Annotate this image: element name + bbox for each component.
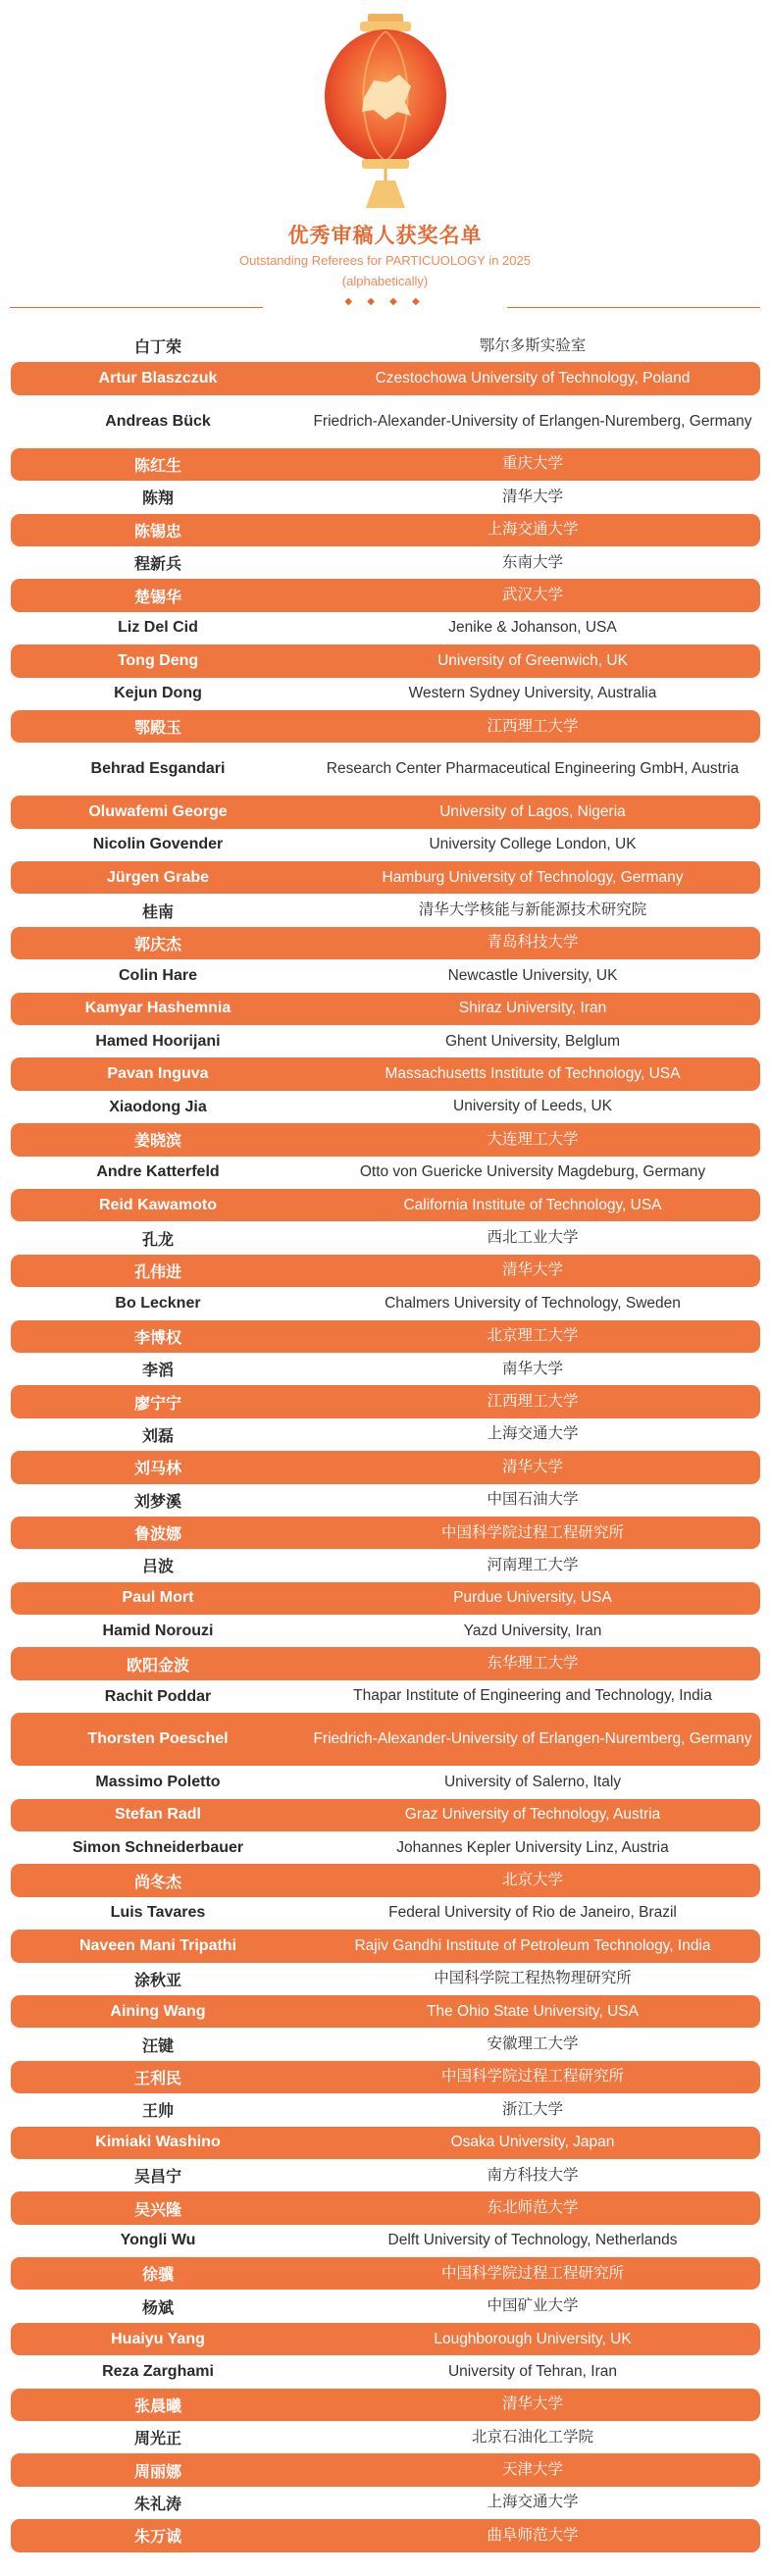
referee-affiliation: University of Tehran, Iran — [447, 2362, 617, 2380]
list-item — [11, 1484, 760, 1517]
referee-name: 李滔 — [141, 1363, 174, 1380]
list-item — [11, 894, 760, 926]
referee-affiliation: 浙江大学 — [501, 2100, 563, 2118]
list-item — [11, 1864, 760, 1896]
referee-affiliation: Hamburg University of Technology, Germany — [382, 868, 684, 886]
list-item — [11, 1831, 760, 1864]
list-item — [11, 1189, 760, 1221]
referee-affiliation: Thapar Institute of Engineering and Technology, India — [353, 1687, 712, 1705]
list-item — [11, 927, 760, 959]
list-item — [11, 678, 760, 710]
list-item — [11, 1680, 760, 1713]
referee-name: 刘磊 — [141, 1427, 174, 1445]
divider-left — [10, 307, 263, 308]
list-item — [11, 2093, 760, 2126]
referee-name: 刘马林 — [133, 1461, 181, 1478]
referee-name: Stefan Radl — [114, 1806, 201, 1824]
referee-affiliation: 东华理工大学 — [487, 1655, 579, 1673]
referee-name: 周丽娜 — [133, 2463, 181, 2481]
referee-affiliation: Osaka University, Japan — [450, 2134, 615, 2151]
list-item — [11, 1451, 760, 1483]
referee-name: 李博权 — [133, 1329, 181, 1347]
referee-name: Yongli Wu — [120, 2232, 196, 2249]
referee-affiliation: Ghent University, Belglum — [444, 1032, 621, 1050]
referee-affiliation: 中国科学院工程热物理研究所 — [434, 1970, 632, 1987]
list-item — [11, 330, 760, 362]
referee-name: Behrad Esgandari — [90, 760, 226, 778]
lantern-icon — [317, 14, 454, 210]
list-item — [11, 2487, 760, 2519]
referee-affiliation: Graz University of Technology, Austria — [404, 1806, 661, 1824]
referee-affiliation: California Institute of Technology, USA — [403, 1196, 662, 1213]
referee-affiliation: 南方科技大学 — [487, 2166, 579, 2184]
referee-affiliation: 清华大学 — [501, 1262, 563, 1279]
referee-name: 刘梦溪 — [133, 1493, 181, 1511]
referee-affiliation: 东北师范大学 — [487, 2198, 579, 2216]
referee-affiliation: Chalmers University of Technology, Sweden — [385, 1294, 681, 1312]
referee-affiliation: Friedrich-Alexander-University of Erlangen-Nuremberg, Germany — [313, 412, 752, 430]
referee-affiliation: 北京大学 — [501, 1872, 563, 1889]
list-item — [11, 1025, 760, 1057]
page-subtitle: Outstanding Referees for PARTICUOLOGY in 2025 — [239, 253, 531, 268]
referee-name: Huaiyu Yang — [111, 2330, 205, 2347]
list-item — [11, 644, 760, 677]
referee-name: 陈红生 — [133, 457, 181, 475]
list-item — [11, 796, 760, 828]
referee-affiliation: Otto von Guericke University Magdeburg, Germany — [359, 1163, 706, 1181]
list-item — [11, 1549, 760, 1581]
referee-affiliation: Federal University of Rio de Janeiro, Brazil — [388, 1904, 677, 1922]
referee-affiliation: 清华大学 — [501, 2396, 563, 2413]
referee-affiliation: 中国科学院过程工程研究所 — [440, 1523, 624, 1541]
referee-affiliation: 安徽理工大学 — [487, 2035, 579, 2052]
list-item — [11, 1221, 760, 1254]
referee-name: 陈锡忠 — [133, 523, 181, 541]
referee-name: 王利民 — [133, 2070, 181, 2087]
referee-affiliation: Loughborough University, UK — [434, 2330, 632, 2347]
referee-name: Paul Mort — [122, 1589, 194, 1607]
list-item — [11, 395, 760, 448]
list-item — [11, 448, 760, 481]
referee-name: Reid Kawamoto — [98, 1196, 217, 1213]
referee-affiliation: The Ohio State University, USA — [427, 2002, 639, 2020]
referee-affiliation: Research Center Pharmaceutical Engineering GmbH, Austria — [326, 760, 740, 778]
referee-name: 程新兵 — [133, 556, 181, 574]
referee-name: Reza Zarghami — [102, 2362, 214, 2380]
referee-name: 朱礼涛 — [133, 2497, 181, 2514]
list-item — [11, 2421, 760, 2453]
referee-affiliation: 中国矿业大学 — [487, 2297, 579, 2315]
referee-name: 郭庆杰 — [133, 937, 181, 954]
list-item — [11, 1057, 760, 1090]
referee-name: Luis Tavares — [110, 1904, 206, 1922]
referee-name: 楚锡华 — [133, 589, 181, 606]
referee-affiliation: Johannes Kepler University Linz, Austria — [396, 1838, 669, 1856]
referee-name: 徐骥 — [141, 2267, 174, 2285]
referee-name: Tong Deng — [117, 651, 199, 669]
referee-name: Andre Katterfeld — [96, 1163, 220, 1181]
list-item — [11, 2159, 760, 2191]
referee-affiliation: 南华大学 — [501, 1360, 563, 1377]
referee-name: Nicolin Govender — [92, 836, 224, 853]
list-item — [11, 2453, 760, 2486]
referee-affiliation: 鄂尔多斯实验室 — [479, 336, 587, 354]
list-item — [11, 1353, 760, 1385]
list-item — [11, 743, 760, 796]
list-item — [11, 993, 760, 1025]
referee-name: 汪键 — [141, 2037, 174, 2055]
referee-affiliation: Friedrich-Alexander-University of Erlangen-Nuremberg, Germany — [313, 1730, 752, 1748]
list-item — [11, 481, 760, 513]
referee-name: 尚冬杰 — [133, 1874, 181, 1891]
referee-name: Pavan Inguva — [107, 1065, 209, 1083]
referee-affiliation: 江西理工大学 — [487, 717, 579, 735]
list-item — [11, 1799, 760, 1831]
list-item — [11, 579, 760, 611]
list-item — [11, 2127, 760, 2159]
referee-name: 鲁波娜 — [133, 1526, 181, 1544]
referee-affiliation: 江西理工大学 — [487, 1392, 579, 1410]
list-item — [11, 1995, 760, 2028]
referee-name: 周光正 — [133, 2431, 181, 2448]
referee-affiliation: 上海交通大学 — [487, 2494, 579, 2511]
referee-name: 孔龙 — [141, 1231, 174, 1249]
referee-name: Kamyar Hashemnia — [84, 1000, 231, 1017]
list-item — [11, 1766, 760, 1798]
list-item — [11, 1255, 760, 1287]
referee-name: 吴昌宁 — [133, 2169, 181, 2187]
referee-name: 桂南 — [141, 903, 174, 921]
referee-name: Bo Leckner — [115, 1294, 201, 1312]
referee-affiliation: Czestochowa University of Technology, Poland — [375, 370, 691, 387]
referee-affiliation: 上海交通大学 — [487, 521, 579, 539]
list-item — [11, 1385, 760, 1417]
referee-name: 朱万诚 — [133, 2529, 181, 2547]
referee-name: Colin Hare — [118, 966, 197, 984]
referee-affiliation: 中国科学院过程工程研究所 — [440, 2264, 624, 2282]
referee-name: Liz Del Cid — [118, 619, 198, 637]
list-item — [11, 1287, 760, 1319]
referee-affiliation: 天津大学 — [501, 2461, 563, 2479]
list-item — [11, 2257, 760, 2290]
list-item — [11, 2061, 760, 2093]
referee-name: 廖宁宁 — [133, 1395, 181, 1413]
list-item — [11, 1930, 760, 1962]
divider-right — [507, 307, 760, 308]
page-title: 优秀审稿人获奖名单 — [287, 224, 483, 247]
referee-name: 孔伟进 — [133, 1263, 181, 1281]
list-item — [11, 1647, 760, 1679]
list-item — [11, 2355, 760, 2388]
referee-name: 欧阳金波 — [126, 1657, 189, 1674]
referee-affiliation: 曲阜师范大学 — [487, 2526, 579, 2544]
referee-name: 张晨曦 — [133, 2397, 181, 2415]
list-item — [11, 1418, 760, 1451]
list-item — [11, 1897, 760, 1930]
list-item — [11, 362, 760, 394]
list-item — [11, 2519, 760, 2551]
referee-affiliation: Purdue University, USA — [453, 1589, 612, 1607]
referee-name: 白丁荣 — [133, 339, 181, 357]
list-item — [11, 1963, 760, 1995]
referee-affiliation: 河南理工大学 — [487, 1556, 579, 1573]
referee-affiliation: 上海交通大学 — [487, 1425, 579, 1443]
list-item — [11, 1091, 760, 1123]
referee-name: Massimo Poletto — [95, 1773, 221, 1790]
referee-affiliation: Rajiv Gandhi Institute of Petroleum Technology, India — [354, 1936, 711, 1954]
referee-affiliation: University of Lagos, Nigeria — [439, 802, 626, 820]
referee-affiliation: Massachusetts Institute of Technology, USA — [385, 1065, 681, 1083]
referee-affiliation: University of Salerno, Italy — [443, 1773, 622, 1790]
referee-name: Andreas Bück — [105, 412, 211, 430]
list-item — [11, 861, 760, 894]
referee-name: Rachit Poddar — [104, 1687, 212, 1705]
referee-name: 王帅 — [141, 2103, 174, 2121]
sort-note: (alphabetically) — [341, 274, 429, 288]
referee-name: 涂秋亚 — [133, 1972, 181, 1989]
referee-affiliation: 青岛科技大学 — [487, 934, 579, 952]
list-item — [11, 1157, 760, 1189]
referee-affiliation: Shiraz University, Iran — [458, 1000, 607, 1017]
decorative-dots: ◆ ◆ ◆ ◆ — [344, 296, 426, 307]
list-item — [11, 1582, 760, 1615]
referee-name: Hamid Norouzi — [102, 1622, 214, 1639]
referee-affiliation: 中国科学院过程工程研究所 — [440, 2068, 624, 2086]
referee-name: 杨斌 — [141, 2299, 174, 2317]
referee-name: 姜晓滨 — [133, 1133, 181, 1151]
referee-name: 陈翔 — [141, 490, 174, 508]
referee-name: Xiaodong Jia — [109, 1098, 207, 1115]
list-item — [11, 514, 760, 546]
referee-affiliation: 中国石油大学 — [487, 1491, 579, 1509]
list-item — [11, 2191, 760, 2224]
referee-affiliation: Yazd University, Iran — [463, 1622, 602, 1639]
referee-name: 吕波 — [141, 1559, 174, 1576]
referee-affiliation: 北京石油化工学院 — [471, 2428, 593, 2446]
list-item — [11, 546, 760, 579]
list-item — [11, 2389, 760, 2421]
referee-affiliation: Newcastle University, UK — [447, 966, 618, 984]
referee-affiliation: 西北工业大学 — [487, 1229, 579, 1246]
referee-affiliation: University of Leeds, UK — [453, 1098, 612, 1115]
list-item — [11, 829, 760, 861]
list-item — [11, 2028, 760, 2060]
list-item — [11, 2323, 760, 2355]
referee-name: Simon Schneiderbauer — [72, 1838, 244, 1856]
referee-affiliation: 东南大学 — [501, 553, 563, 571]
referee-affiliation: University of Greenwich, UK — [437, 651, 628, 669]
referee-affiliation: 清华大学核能与新能源技术研究院 — [418, 902, 647, 919]
referee-affiliation: University College London, UK — [429, 836, 637, 853]
list-item — [11, 2225, 760, 2257]
list-item — [11, 1320, 760, 1353]
referee-name: Artur Blaszczuk — [98, 370, 218, 387]
list-item — [11, 1615, 760, 1647]
referee-name: Kimiaki Washino — [95, 2134, 221, 2151]
referee-name: Thorsten Poeschel — [87, 1730, 229, 1748]
referee-affiliation: Delft University of Technology, Netherlands — [387, 2232, 678, 2249]
list-item — [11, 2290, 760, 2322]
list-item — [11, 612, 760, 644]
referee-name: Naveen Mani Tripathi — [78, 1936, 237, 1954]
referee-name: Jürgen Grabe — [106, 868, 210, 886]
list-item — [11, 1713, 760, 1766]
referee-name: 吴兴隆 — [133, 2201, 181, 2219]
referee-name: Hamed Hoorijani — [95, 1032, 221, 1050]
list-item — [11, 1123, 760, 1156]
referee-affiliation: Jenike & Johanson, USA — [448, 619, 617, 637]
referee-affiliation: 大连理工大学 — [487, 1130, 579, 1148]
referee-affiliation: Western Sydney University, Australia — [408, 685, 657, 702]
referee-affiliation: 武汉大学 — [501, 586, 563, 603]
header — [0, 0, 770, 345]
referee-name: Kejun Dong — [114, 685, 202, 702]
referee-affiliation: 北京理工大学 — [487, 1327, 579, 1345]
referee-affiliation: 清华大学 — [501, 488, 563, 505]
referee-affiliation: 重庆大学 — [501, 455, 563, 473]
list-item — [11, 710, 760, 743]
referee-name: 鄂殿玉 — [133, 720, 181, 738]
referee-name: Oluwafemi George — [88, 802, 228, 820]
referee-affiliation: 清华大学 — [501, 1458, 563, 1475]
list-item — [11, 1517, 760, 1549]
referee-name: Aining Wang — [110, 2002, 206, 2020]
referee-list — [11, 330, 760, 2552]
list-item — [11, 959, 760, 992]
